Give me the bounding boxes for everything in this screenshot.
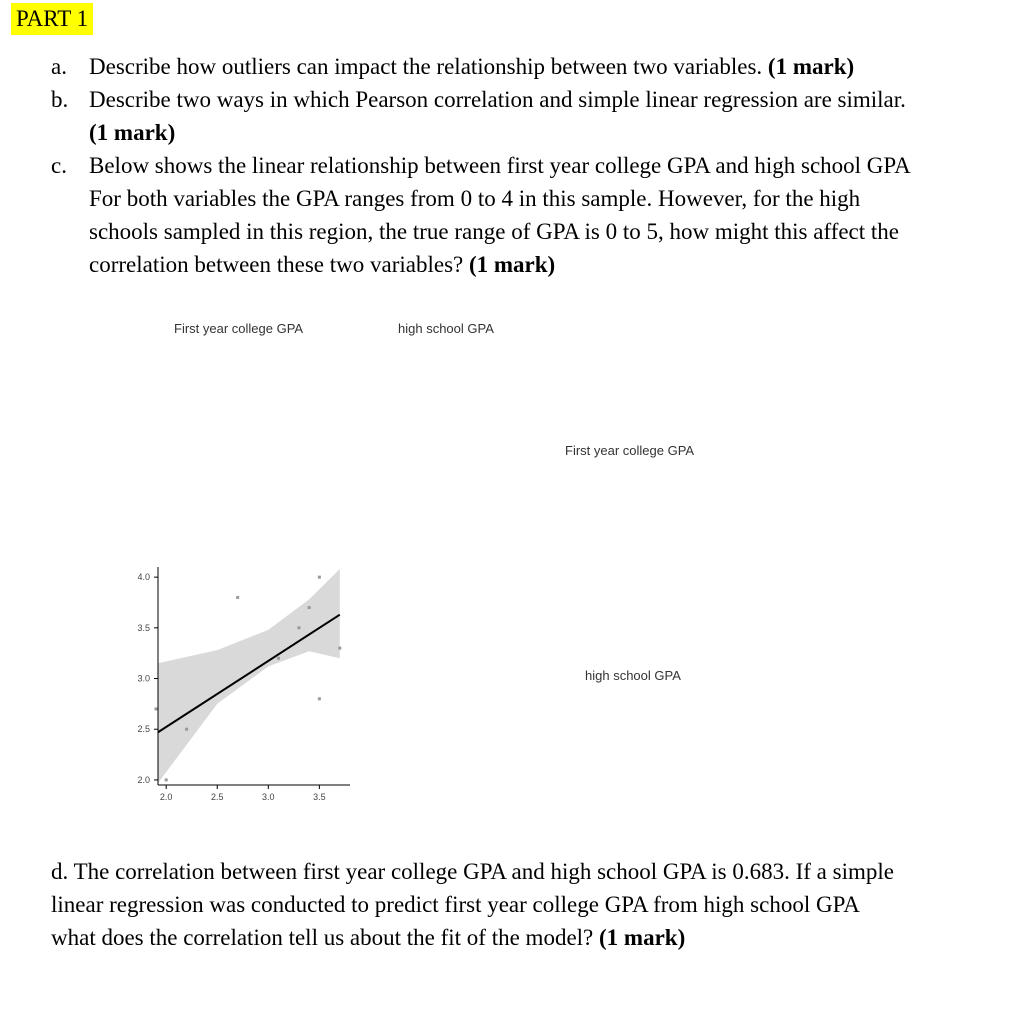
question-b-text: Describe two ways in which Pearson correlation and simple linear regression are similar.: [89, 87, 906, 112]
y-tick-label: 3.0: [137, 673, 150, 684]
x-tick-label: 3.5: [313, 792, 326, 802]
question-d-line2: linear regression was conducted to predict first year college GPA from high school GPA: [51, 892, 860, 917]
x-tick-label: 3.0: [262, 792, 275, 802]
y-tick-label: 2.5: [137, 724, 150, 735]
x-tick-label: 2.0: [159, 792, 173, 802]
data-point-7: [318, 576, 321, 579]
question-b: [51, 83, 1011, 149]
part-title: PART 1: [11, 3, 93, 35]
question-d-line3: what does the correlation tell us about the fit of the model?: [51, 925, 594, 950]
data-point-9: [338, 647, 341, 650]
question-c-line1: Below shows the linear relationship between first year college GPA and high school GPA: [89, 153, 911, 178]
question-c-line2: For both variables the GPA ranges from 0 to 4 in this sample. However, for the high: [89, 186, 861, 211]
question-d-mark: (1 mark): [599, 925, 686, 950]
question-d-line1: d. The correlation between first year college GPA and high school GPA is 0.683. If a simple: [51, 859, 894, 884]
question-a-mark: (1 mark): [767, 54, 855, 79]
question-c-line4: correlation between these two variables?: [89, 252, 464, 277]
question-c-label: c.: [51, 153, 67, 178]
y-tick-label: 2.0: [137, 774, 150, 785]
question-b-mark: (1 mark): [89, 120, 176, 145]
confidence-band: [158, 569, 340, 783]
data-point-2: [185, 728, 188, 731]
x-tick-label: 2.5: [210, 792, 224, 802]
data-point-5: [297, 626, 300, 629]
data-point-8: [318, 697, 321, 700]
data-point-1: [165, 778, 168, 781]
question-c: [51, 149, 1016, 281]
chart-label-top-right: high school GPA: [398, 321, 494, 336]
data-point-4: [277, 657, 280, 660]
question-d: [51, 855, 894, 954]
chart-label-right-lower: high school GPA: [585, 668, 681, 683]
question-c-line3: schools sampled in this region, the true range of GPA is 0 to 5, how might this affect the: [89, 219, 900, 244]
question-a-text: Describe how outliers can impact the relationship between two variables.: [89, 54, 763, 79]
scatter-plot: [120, 555, 360, 815]
y-tick-label: 3.5: [137, 622, 150, 633]
chart-label-top-left: First year college GPA: [174, 321, 304, 336]
data-point-6: [308, 606, 311, 609]
question-b-label: b.: [51, 87, 69, 112]
chart-label-right-upper: First year college GPA: [565, 443, 695, 458]
data-point-0: [154, 707, 157, 710]
y-tick-label: 4.0: [137, 572, 150, 583]
data-point-3: [236, 596, 239, 599]
question-c-mark: (1 mark): [468, 252, 556, 277]
question-a-label: a.: [51, 54, 67, 79]
question-a: [51, 50, 1011, 83]
